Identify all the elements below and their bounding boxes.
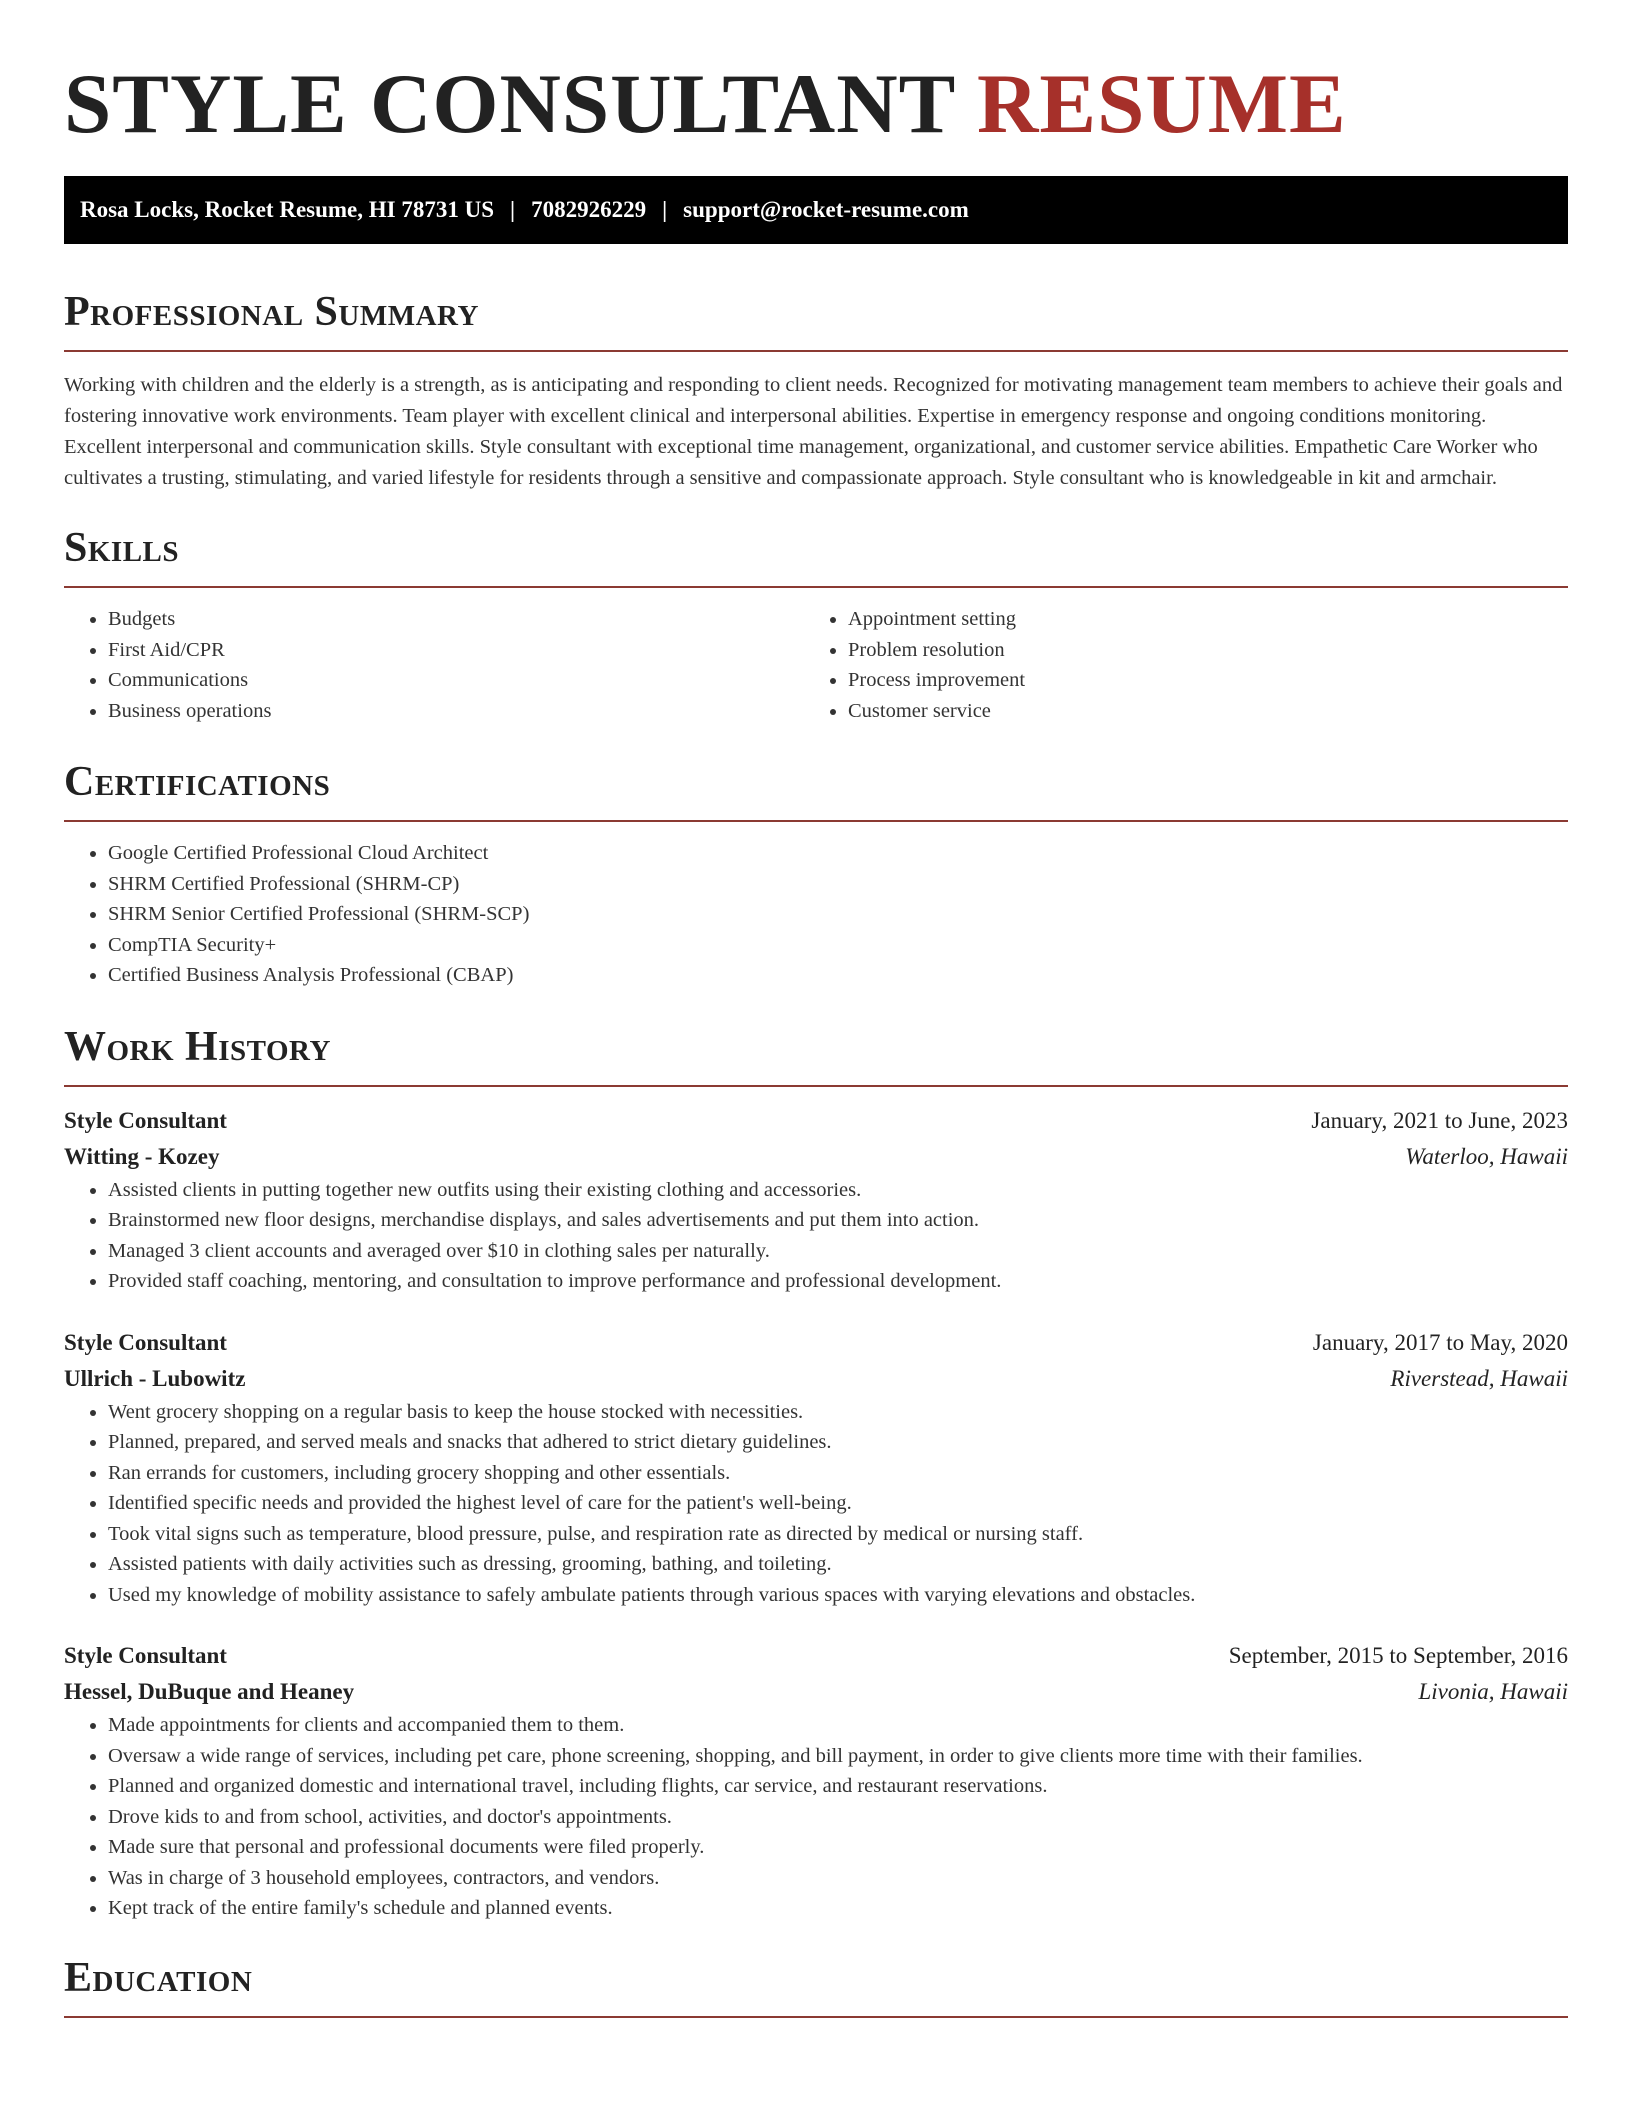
certification-item: • SHRM Senior Certified Professional (SHRM-SCP) xyxy=(108,899,1568,930)
job-location: Waterloo, Hawaii xyxy=(1405,1143,1568,1169)
education-section xyxy=(64,1954,1568,2018)
skill-item: • Budgets xyxy=(108,604,804,635)
job-duty-item: • Planned, prepared, and served meals and snacks that adhered to strict dietary guidelines. xyxy=(108,1427,1568,1458)
section-divider xyxy=(64,1085,1568,1087)
certification-item: • Google Certified Professional Cloud Architect xyxy=(108,838,1568,869)
job-duty-item: • Planned and organized domestic and international travel, including flights, car service, and restaurant reservations. xyxy=(108,1771,1568,1802)
contact-separator: | xyxy=(510,197,516,222)
job-company-row xyxy=(64,1674,1568,1710)
job-dates: September, 2015 to September, 2016 xyxy=(1228,1643,1568,1668)
section-title-certifications: Certifications xyxy=(64,759,331,805)
job-company: Ullrich - Lubowitz xyxy=(64,1365,246,1391)
section-divider xyxy=(64,2016,1568,2018)
job-duty-item: • Was in charge of 3 household employees, contractors, and vendors. xyxy=(108,1863,1568,1894)
job-entry xyxy=(64,1325,1568,1611)
section-divider xyxy=(64,586,1568,588)
skills-grid xyxy=(64,604,1568,726)
title-main: STYLE CONSULTANT xyxy=(64,57,955,151)
job-duty-item: • Went grocery shopping on a regular basis to keep the house stocked with necessities. xyxy=(108,1397,1568,1428)
skill-item: • Process improvement xyxy=(848,665,1544,696)
job-duty-item: • Took vital signs such as temperature, blood pressure, pulse, and respiration rate as directed by medical or nursing staff. xyxy=(108,1519,1568,1550)
job-duty-item: • Made appointments for clients and accompanied them to them. xyxy=(108,1710,1568,1741)
section-divider xyxy=(64,820,1568,822)
job-duty-item: • Oversaw a wide range of services, including pet care, phone screening, shopping, and bill payment, in order to give clients more time with their families. xyxy=(108,1741,1568,1772)
skills-section xyxy=(64,524,1568,726)
skills-column-right xyxy=(804,604,1544,726)
skills-column-left xyxy=(64,604,804,726)
job-duty-item: • Brainstormed new floor designs, merchandise displays, and sales advertisements and put them into action. xyxy=(108,1205,1568,1236)
contact-email: support@rocket-resume.com xyxy=(683,197,969,222)
job-duty-item: • Made sure that personal and professional documents were filed properly. xyxy=(108,1832,1568,1863)
job-duty-item: • Used my knowledge of mobility assistance to safely ambulate patients through various spaces with varying elevations and obstacles. xyxy=(108,1580,1568,1611)
job-location: Riverstead, Hawaii xyxy=(1390,1365,1568,1391)
job-company: Hessel, DuBuque and Heaney xyxy=(64,1679,355,1704)
certifications-section xyxy=(64,758,1568,991)
job-header-row xyxy=(64,1325,1568,1361)
contact-separator: | xyxy=(662,197,668,222)
job-company: Witting - Kozey xyxy=(64,1143,220,1169)
skill-item: • Communications xyxy=(108,665,804,696)
skill-item: • First Aid/CPR xyxy=(108,635,804,666)
job-title: Style Consultant xyxy=(64,1329,227,1355)
job-duty-item: • Assisted patients with daily activities such as dressing, grooming, bathing, and toileting. xyxy=(108,1549,1568,1580)
section-divider xyxy=(64,350,1568,352)
title-accent: RESUME xyxy=(977,57,1347,151)
job-entry xyxy=(64,1638,1568,1924)
skill-item: • Problem resolution xyxy=(848,635,1544,666)
job-duties-list xyxy=(64,1710,1568,1924)
resume-title xyxy=(64,0,1568,152)
job-duty-item: • Ran errands for customers, including grocery shopping and other essentials. xyxy=(108,1458,1568,1489)
job-dates: January, 2017 to May, 2020 xyxy=(1312,1329,1568,1355)
job-company-row xyxy=(64,1361,1568,1397)
skill-item: • Business operations xyxy=(108,696,804,727)
summary-section xyxy=(64,288,1568,494)
job-duty-item: • Identified specific needs and provided the highest level of care for the patient's well-being. xyxy=(108,1488,1568,1519)
section-title-work-history: Work History xyxy=(64,1023,331,1070)
job-duty-item: • Kept track of the entire family's schedule and planned events. xyxy=(108,1893,1568,1924)
contact-phone: 7082926229 xyxy=(531,197,647,222)
job-duty-item: • Managed 3 client accounts and averaged over $10 in clothing sales per naturally. xyxy=(108,1236,1568,1267)
skill-item: • Appointment setting xyxy=(848,604,1544,635)
job-duty-item: • Assisted clients in putting together new outfits using their existing clothing and accessories. xyxy=(108,1175,1568,1206)
job-title: Style Consultant xyxy=(64,1643,227,1668)
job-duty-item: • Provided staff coaching, mentoring, and consultation to improve performance and professional development. xyxy=(108,1266,1568,1297)
skill-item: • Customer service xyxy=(848,696,1544,727)
job-duty-item: • Drove kids to and from school, activities, and doctor's appointments. xyxy=(108,1802,1568,1833)
job-dates: January, 2021 to June, 2023 xyxy=(1311,1107,1568,1133)
job-duties-list xyxy=(64,1175,1568,1297)
section-title-summary: Professional Summary xyxy=(64,289,479,335)
section-title-skills: Skills xyxy=(64,525,180,571)
job-entry xyxy=(64,1103,1568,1297)
contact-bar xyxy=(64,176,1568,244)
work-history-section xyxy=(64,1023,1568,1924)
certification-item: • SHRM Certified Professional (SHRM-CP) xyxy=(108,869,1568,900)
job-duties-list xyxy=(64,1397,1568,1611)
job-header-row xyxy=(64,1638,1568,1674)
skills-list-right xyxy=(804,604,1544,726)
certification-item: • CompTIA Security+ xyxy=(108,930,1568,961)
certifications-list xyxy=(64,838,1568,991)
section-title-education: Education xyxy=(64,1954,253,2001)
job-title: Style Consultant xyxy=(64,1107,227,1133)
contact-address: Rosa Locks, Rocket Resume, HI 78731 US xyxy=(80,197,494,222)
job-company-row xyxy=(64,1139,1568,1175)
summary-text: Working with children and the elderly is a strength, as is anticipating and responding to client needs. Recognized for motivating management team members to achieve their goals and fostering innovative work environments. Team player with excellent clinical and interpersonal abilities. Expertise in emergency response and ongoing conditions monitoring. Excellent interpersonal and communication skills. Style consultant with exceptional time management, organizational, and customer service abilities. Empathetic Care Worker who cultivates a trusting, stimulating, and varied lifestyle for residents through a sensitive and compassionate approach. Style consultant who is knowledgeable in kit and armchair. xyxy=(64,374,1563,489)
job-header-row xyxy=(64,1103,1568,1139)
certification-item: • Certified Business Analysis Professional (CBAP) xyxy=(108,960,1568,991)
job-location: Livonia, Hawaii xyxy=(1418,1679,1568,1704)
skills-list-left xyxy=(64,604,804,726)
